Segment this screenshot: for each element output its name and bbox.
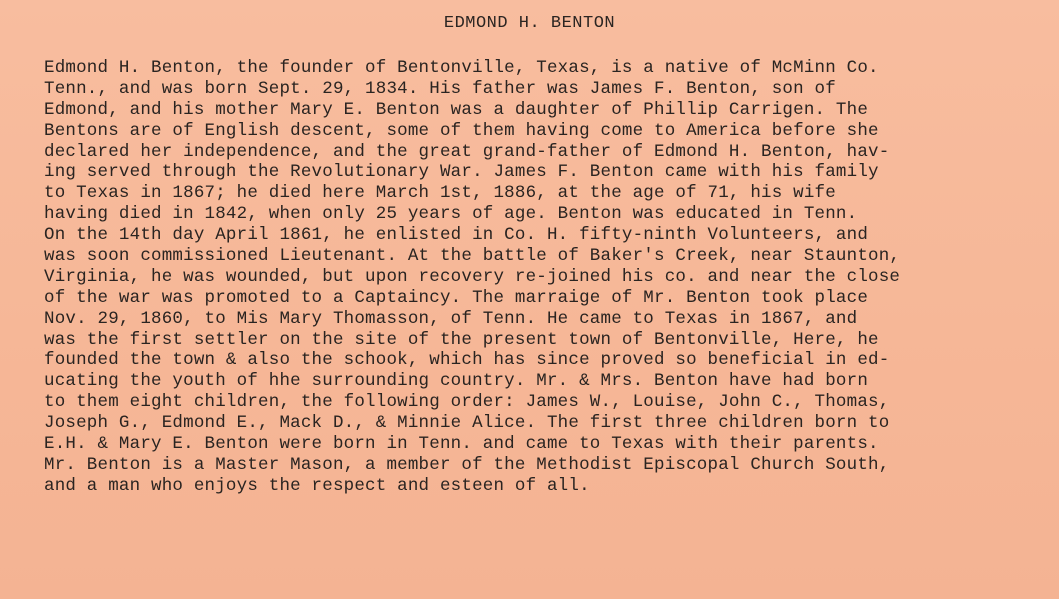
text-line: ing served through the Revolutionary War. James F. Benton came with his family — [44, 162, 879, 183]
text-line: Edmond H. Benton, the founder of Bentonville, Texas, is a native of McMinn Co. — [44, 58, 879, 78]
text-line: Joseph G., Edmond E., Mack D., & Minnie Alice. The first three children born to — [44, 413, 890, 434]
text-line: On the 14th day April 1861, he enlisted in Co. H. fifty-ninth Volunteers, and — [44, 225, 869, 246]
text-line: ucating the youth of hhe surrounding country. Mr. & Mrs. Benton have had born — [44, 371, 869, 392]
text-line: and a man who enjoys the respect and esteen of all. — [44, 475, 590, 496]
text-line: declared her independence, and the great grand-father of Edmond H. Benton, hav- — [44, 141, 890, 162]
text-line: Tenn., and was born Sept. 29, 1834. His father was James F. Benton, son of — [44, 78, 836, 99]
biography-text — [44, 58, 1049, 497]
text-line: having died in 1842, when only 25 years of age. Benton was educated in Tenn. — [44, 204, 858, 225]
document-title: EDMOND H. BENTON — [443, 14, 616, 33]
text-line: Nov. 29, 1860, to Mis Mary Thomasson, of Tenn. He came to Texas in 1867, and — [44, 308, 858, 329]
text-line: to Texas in 1867; he died here March 1st, 1886, at the age of 71, his wife — [44, 183, 836, 204]
text-line: founded the town & also the schook, which has since proved so beneficial in ed- — [44, 350, 890, 371]
text-line: Edmond, and his mother Mary E. Benton was a daughter of Phillip Carrigen. The — [44, 99, 869, 120]
text-line: E.H. & Mary E. Benton were born in Tenn. and came to Texas with their parents. — [44, 434, 879, 455]
text-line: Bentons are of English descent, some of them having come to America before she — [44, 120, 879, 141]
text-line: Virginia, he was wounded, but upon recovery re-joined his co. and near the close — [44, 266, 901, 287]
text-line: to them eight children, the following order: James W., Louise, John C., Thomas, — [44, 392, 890, 413]
text-line: was soon commissioned Lieutenant. At the battle of Baker's Creek, near Staunton, — [44, 246, 901, 267]
text-line: was the first settler on the site of the present town of Bentonville, Here, he — [44, 329, 879, 350]
text-line: of the war was promoted to a Captaincy. The marraige of Mr. Benton took place — [44, 287, 869, 308]
text-line: Mr. Benton is a Master Mason, a member of the Methodist Episcopal Church South, — [44, 454, 890, 475]
